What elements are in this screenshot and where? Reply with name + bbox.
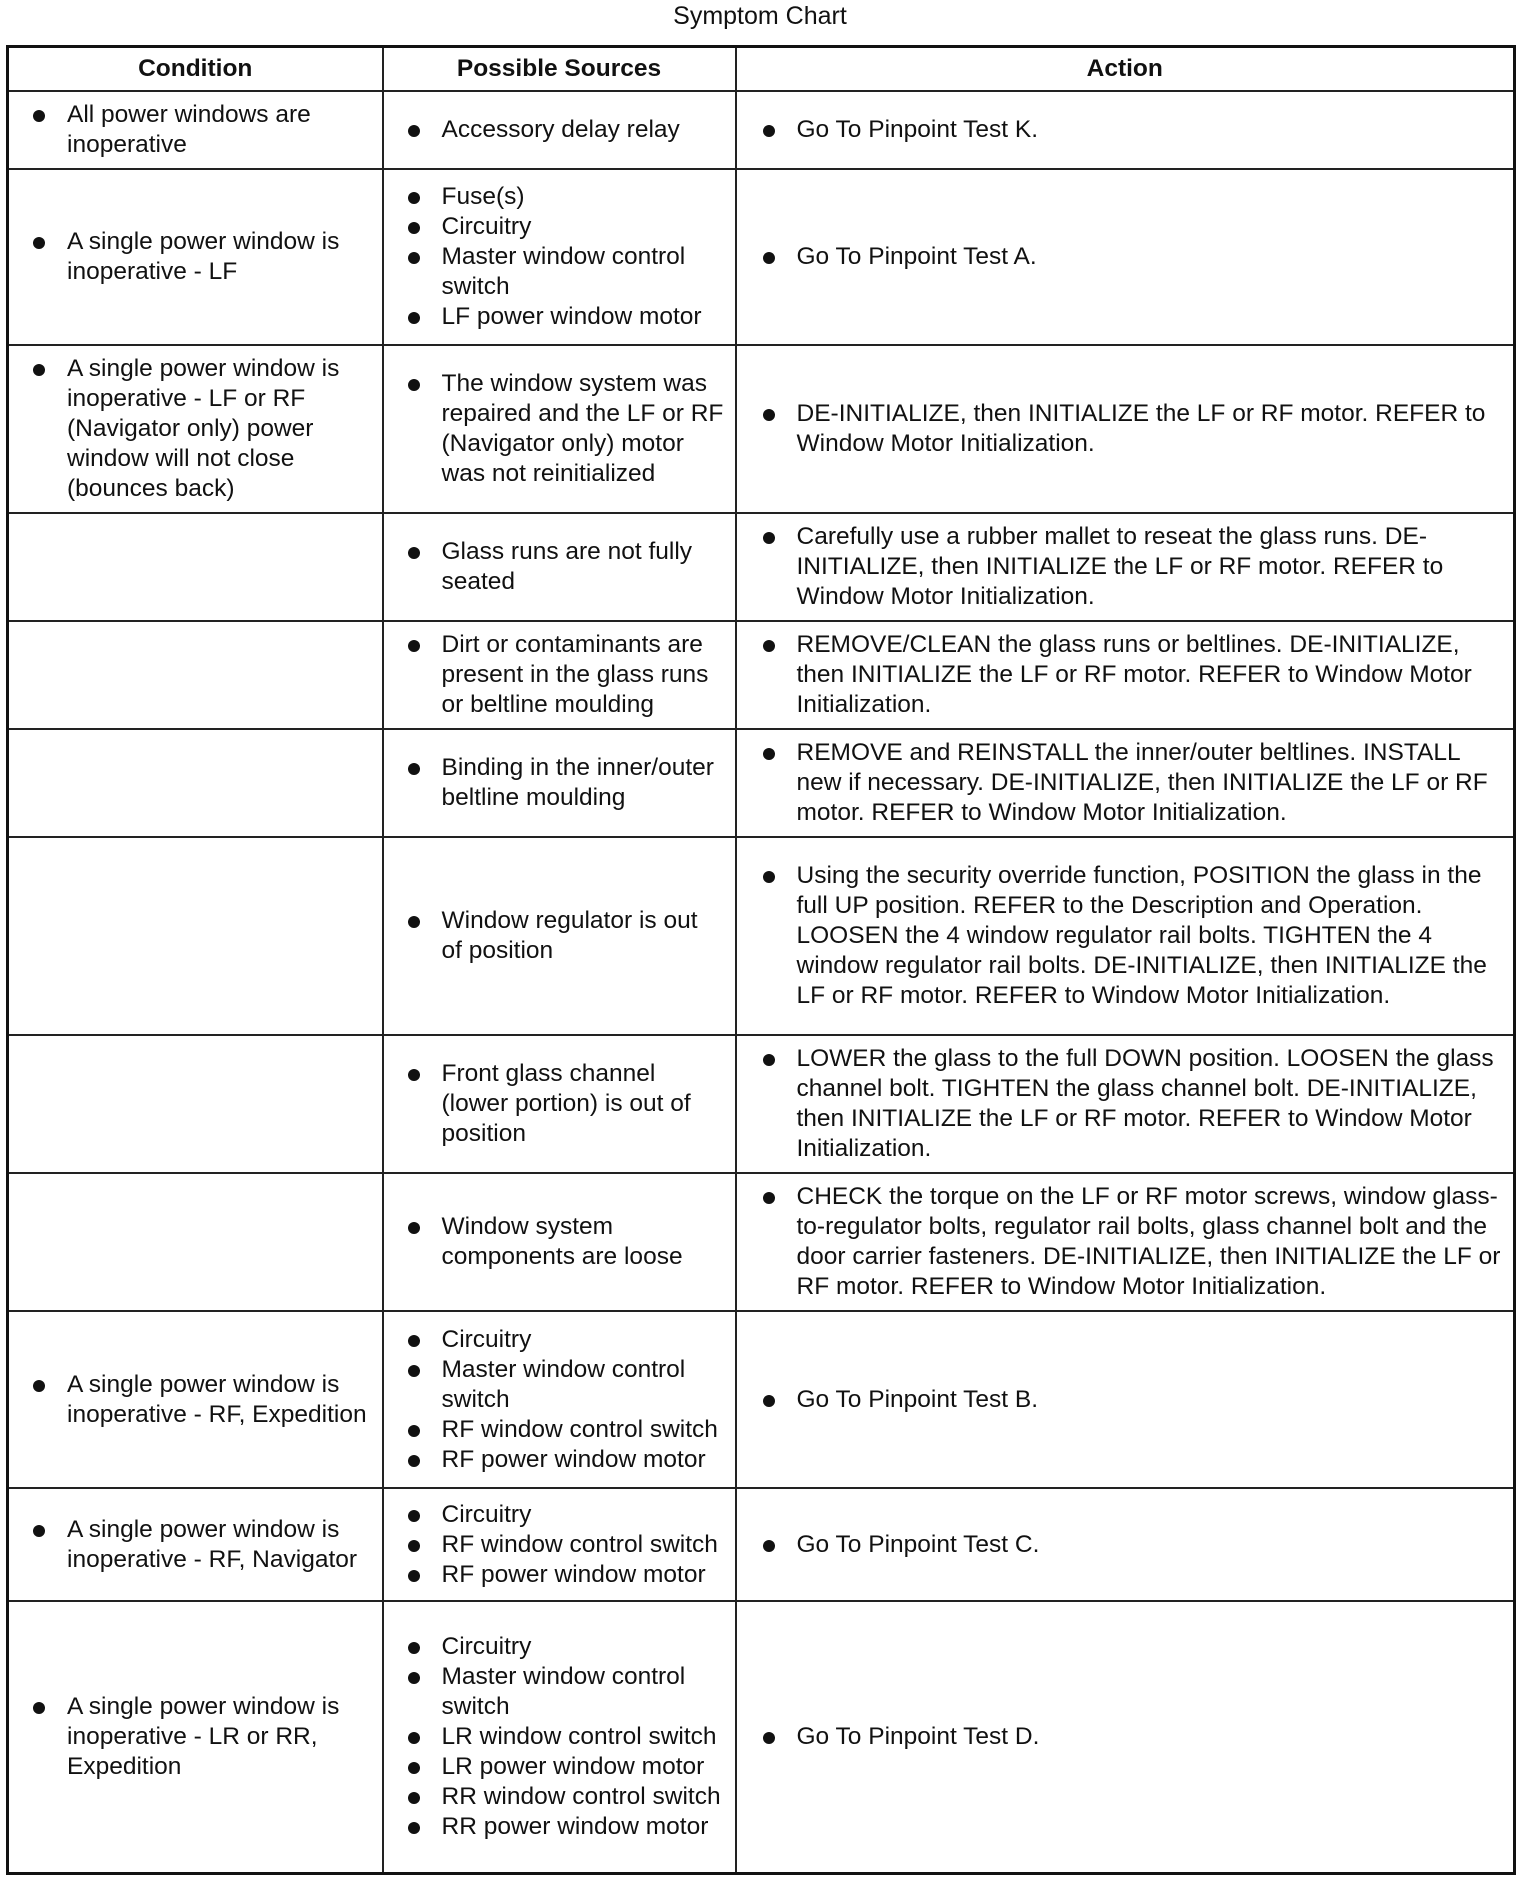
table-row (8, 729, 1515, 837)
header-row (8, 47, 1515, 92)
source-item: LF power window motor (396, 302, 725, 332)
action-cell (736, 837, 1515, 1035)
action-text: Go To Pinpoint Test A. (749, 242, 1504, 272)
table-row (8, 1311, 1515, 1488)
source-item: RF window control switch (396, 1530, 725, 1560)
condition-text: A single power window is inoperative - LR or RR, Expedition (21, 1692, 372, 1782)
condition-cell (8, 1035, 383, 1173)
action-text: Go To Pinpoint Test B. (749, 1385, 1504, 1415)
action-cell (736, 621, 1515, 729)
condition-cell (8, 1173, 383, 1311)
source-item: Circuitry (396, 1500, 725, 1530)
action-text: REMOVE and REINSTALL the inner/outer beltlines. INSTALL new if necessary. DE-INITIALIZE, then INITIALIZE the LF or RF motor. REFER to Window Motor Initialization. (749, 738, 1504, 828)
source-item: RR power window motor (396, 1812, 725, 1842)
condition-cell (8, 513, 383, 621)
action-text: DE-INITIALIZE, then INITIALIZE the LF or RF motor. REFER to Window Motor Initialization. (749, 399, 1504, 459)
table-row (8, 621, 1515, 729)
header-condition: Condition (8, 47, 383, 92)
possible-sources-cell (383, 513, 736, 621)
source-item: RF power window motor (396, 1560, 725, 1590)
header-possible-sources: Possible Sources (383, 47, 736, 92)
action-text: Using the security override function, POSITION the glass in the full UP position. REFER to the Description and Operation. LOOSEN the 4 window regulator rail bolts. TIGHTEN the 4 window regulator rail bolts. DE-INITIALIZE, then INITIALIZE the LF or RF motor. REFER to Window Motor Initialization. (749, 861, 1504, 1011)
source-item: Dirt or contaminants are present in the glass runs or beltline moulding (396, 630, 725, 720)
source-item: Circuitry (396, 1632, 725, 1662)
action-cell (736, 169, 1515, 345)
possible-sources-cell (383, 729, 736, 837)
table-row (8, 169, 1515, 345)
source-item: Circuitry (396, 212, 725, 242)
action-cell (736, 1488, 1515, 1601)
source-item: RR window control switch (396, 1782, 725, 1812)
possible-sources-cell (383, 837, 736, 1035)
table-row (8, 837, 1515, 1035)
table-row (8, 1035, 1515, 1173)
source-item: Master window control switch (396, 1355, 725, 1415)
action-text: Carefully use a rubber mallet to reseat the glass runs. DE-INITIALIZE, then INITIALIZE the LF or RF motor. REFER to Window Motor Initialization. (749, 522, 1504, 612)
source-item: Window regulator is out of position (396, 906, 725, 966)
possible-sources-cell (383, 169, 736, 345)
source-item: The window system was repaired and the LF or RF (Navigator only) motor was not reinitialized (396, 369, 725, 489)
action-cell (736, 1173, 1515, 1311)
table-row (8, 91, 1515, 169)
table-row (8, 1173, 1515, 1311)
condition-cell (8, 169, 383, 345)
condition-cell (8, 345, 383, 513)
source-item: Front glass channel (lower portion) is out of position (396, 1059, 725, 1149)
table-row (8, 1488, 1515, 1601)
source-item: Fuse(s) (396, 182, 725, 212)
action-text: Go To Pinpoint Test K. (749, 115, 1504, 145)
source-item: LR window control switch (396, 1722, 725, 1752)
table-row (8, 513, 1515, 621)
condition-cell (8, 91, 383, 169)
source-item: Accessory delay relay (396, 115, 725, 145)
source-item: LR power window motor (396, 1752, 725, 1782)
possible-sources-cell (383, 1173, 736, 1311)
source-item: Window system components are loose (396, 1212, 725, 1272)
possible-sources-cell (383, 1035, 736, 1173)
condition-text: A single power window is inoperative - RF, Expedition (21, 1370, 372, 1430)
source-item: RF window control switch (396, 1415, 725, 1445)
condition-text: A single power window is inoperative - RF, Navigator (21, 1515, 372, 1575)
condition-cell (8, 837, 383, 1035)
action-cell (736, 91, 1515, 169)
possible-sources-cell (383, 91, 736, 169)
source-item: Circuitry (396, 1325, 725, 1355)
condition-cell (8, 729, 383, 837)
action-text: LOWER the glass to the full DOWN position. LOOSEN the glass channel bolt. TIGHTEN the glass channel bolt. DE-INITIALIZE, then INITIALIZE the LF or RF motor. REFER to Window Motor Initialization. (749, 1044, 1504, 1164)
action-cell (736, 1035, 1515, 1173)
condition-cell (8, 1488, 383, 1601)
symptom-chart-table (6, 45, 1516, 1875)
chart-title: Symptom Chart (673, 2, 847, 30)
action-text: Go To Pinpoint Test D. (749, 1722, 1504, 1752)
possible-sources-cell (383, 345, 736, 513)
table-row (8, 1601, 1515, 1873)
source-item: RF power window motor (396, 1445, 725, 1475)
action-cell (736, 1311, 1515, 1488)
source-item: Glass runs are not fully seated (396, 537, 725, 597)
action-cell (736, 513, 1515, 621)
action-text: Go To Pinpoint Test C. (749, 1530, 1504, 1560)
action-cell (736, 729, 1515, 837)
possible-sources-cell (383, 1311, 736, 1488)
action-text: REMOVE/CLEAN the glass runs or beltlines. DE-INITIALIZE, then INITIALIZE the LF or RF motor. REFER to Window Motor Initialization. (749, 630, 1504, 720)
condition-text: All power windows are inoperative (21, 100, 372, 160)
condition-text: A single power window is inoperative - LF or RF (Navigator only) power window will not close (bounces back) (21, 354, 372, 504)
action-cell (736, 1601, 1515, 1873)
source-item: Master window control switch (396, 1662, 725, 1722)
table-row (8, 345, 1515, 513)
possible-sources-cell (383, 1601, 736, 1873)
possible-sources-cell (383, 1488, 736, 1601)
action-cell (736, 345, 1515, 513)
condition-cell (8, 621, 383, 729)
condition-text: A single power window is inoperative - LF (21, 227, 372, 287)
action-text: CHECK the torque on the LF or RF motor screws, window glass-to-regulator bolts, regulator rail bolts, glass channel bolt and the door carrier fasteners. DE-INITIALIZE, then INITIALIZE the LF or RF motor. REFER to Window Motor Initialization. (749, 1182, 1504, 1302)
condition-cell (8, 1311, 383, 1488)
source-item: Master window control switch (396, 242, 725, 302)
source-item: Binding in the inner/outer beltline moulding (396, 753, 725, 813)
condition-cell (8, 1601, 383, 1873)
possible-sources-cell (383, 621, 736, 729)
header-action: Action (736, 47, 1515, 92)
